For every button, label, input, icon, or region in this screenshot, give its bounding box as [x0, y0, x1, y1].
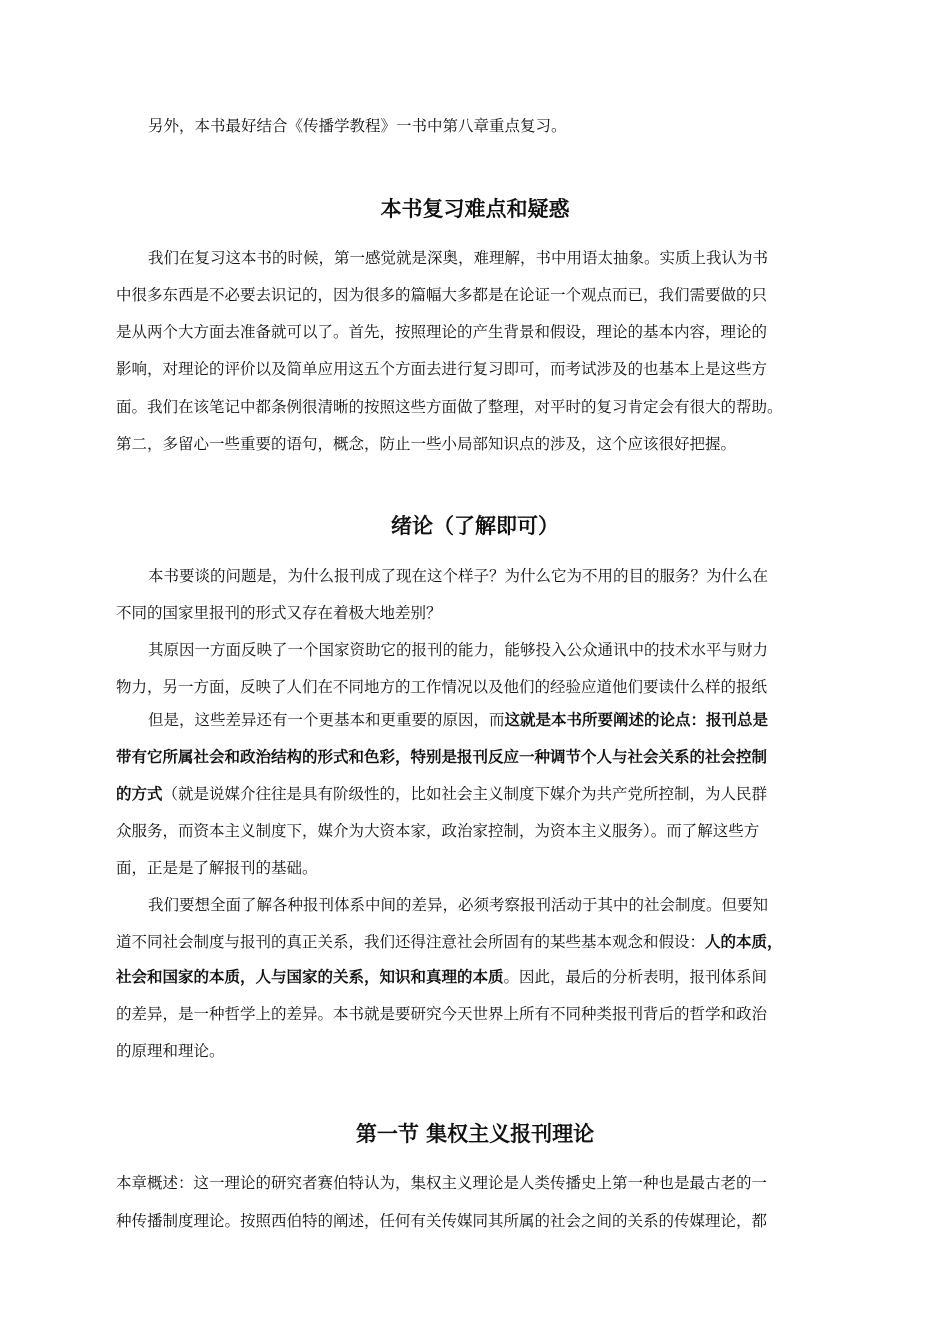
- thesis-bold-text: 的方式: [116, 784, 163, 803]
- plain-text: 道不同社会制度与报刊的真正关系，我们还得注意社会所固有的某些基本观念和假设：: [116, 933, 706, 951]
- difficulty-line: 我们在复习这本书的时候，第一感觉就是深奥，难理解，书中用语太抽象。实质上我认为书: [148, 249, 769, 267]
- intro-chapter-line: 我们要想全面了解各种报刊体系中间的差异，必须考察报刊活动于其中的社会制度。但要知: [148, 896, 769, 914]
- difficulty-line: 第二，多留心一些重要的语句，概念，防止一些小局部知识点的涉及，这个应该很好把握。: [116, 435, 737, 453]
- intro-chapter-heading: 绪论（了解即可）: [391, 513, 559, 538]
- intro-chapter-line: [148, 710, 768, 730]
- intro-paragraph: 另外，本书最好结合《传播学教程》一书中第八章重点复习。: [148, 117, 567, 135]
- section1-line: 种传播制度理论。按照西伯特的阐述，任何有关传媒同其所属的社会之间的关系的传媒理论，都: [116, 1212, 768, 1230]
- difficulty-line: 影响，对理论的评价以及简单应用这五个方面去进行复习即可，而考试涉及的也基本上是这些方: [116, 360, 768, 378]
- intro-chapter-line: [116, 967, 767, 987]
- difficulty-line: 中很多东西是不必要去识记的，因为很多的篇幅大多都是在论证一个观点而已，我们需要做的只: [116, 286, 768, 304]
- intro-chapter-line: [116, 932, 783, 952]
- section1-heading: 第一节 集权主义报刊理论: [355, 1121, 595, 1146]
- plain-text: （就是说媒介往往是具有阶级性的，比如社会主义制度下媒介为共产党所控制，为人民群: [162, 785, 768, 803]
- key-bold-text: 人的本质，: [705, 932, 783, 951]
- thesis-bold-text: 这就是本书所要阐述的论点：报刊总是: [504, 710, 769, 729]
- intro-chapter-line: 的原理和理论。: [116, 1042, 225, 1060]
- key-bold-text: 社会和国家的本质，人与国家的关系，知识和真理的本质: [116, 967, 504, 986]
- intro-chapter-line: 面，正是是了解报刊的基础。: [116, 859, 318, 877]
- plain-text: 但是，这些差异还有一个更基本和更重要的原因，而: [148, 711, 505, 729]
- intro-chapter-line: 的差异，是一种哲学上的差异。本书就是要研究今天世界上所有不同种类报刊背后的哲学和政治: [116, 1005, 768, 1023]
- intro-chapter-line: 众服务，而资本主义制度下，媒介为大资本家，政治家控制，为资本主义服务）。而了解这些方: [116, 822, 760, 840]
- intro-chapter-line: [116, 747, 767, 767]
- intro-chapter-line: 不同的国家里报刊的形式又存在着极大地差别？: [116, 604, 442, 622]
- difficulty-line: 面。我们在该笔记中都条例很清晰的按照这些方面做了整理，对平时的复习肯定会有很大的帮助。: [116, 398, 783, 416]
- difficulty-line: 是从两个大方面去准备就可以了。首先，按照理论的产生背景和假设，理论的基本内容，理论的: [116, 323, 768, 341]
- section1-line: 本章概述：这一理论的研究者赛伯特认为，集权主义理论是人类传播史上第一种也是最古老的一: [116, 1174, 768, 1192]
- plain-text: 。因此，最后的分析表明，报刊体系间: [503, 968, 768, 986]
- intro-chapter-line: 本书要谈的问题是，为什么报刊成了现在这个样子？为什么它为不用的目的服务？为什么在: [148, 567, 769, 585]
- thesis-bold-text: 带有它所属社会和政治结构的形式和色彩，特别是报刊反应一种调节个人与社会关系的社会控制: [116, 747, 768, 766]
- intro-chapter-line: 其原因一方面反映了一个国家资助它的报刊的能力，能够投入公众通讯中的技术水平与财力: [148, 641, 769, 659]
- intro-chapter-line: [116, 784, 767, 804]
- intro-chapter-line: 物力，另一方面，反映了人们在不同地方的工作情况以及他们的经验应道他们要读什么样的报纸: [116, 678, 768, 696]
- difficulty-heading: 本书复习难点和疑惑: [380, 196, 570, 221]
